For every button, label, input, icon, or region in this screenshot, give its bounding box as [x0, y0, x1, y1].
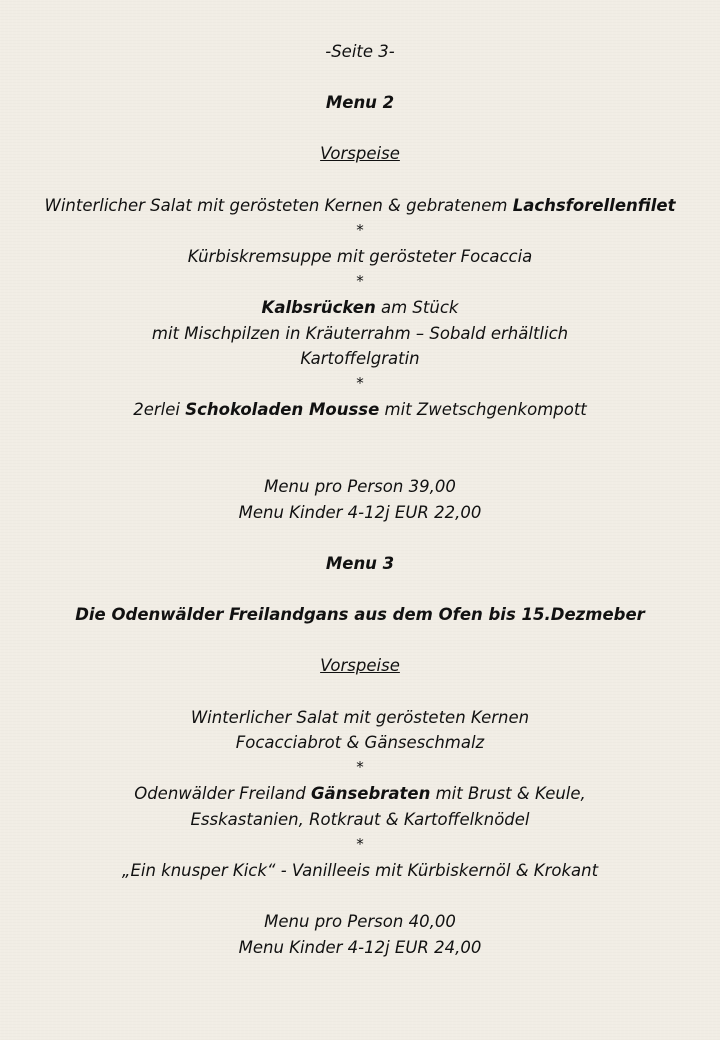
menu2-course-4-post: mit Zwetschgenkompott	[379, 400, 587, 419]
menu2-course-3	[0, 297, 720, 319]
menu2-course-1-highlight: Lachsforellenfilet	[512, 196, 676, 215]
menu2-price-kids: Menu Kinder 4-12j EUR 22,00	[238, 503, 482, 522]
menu2-course-3-line3: Kartoffelgratin	[300, 349, 420, 368]
menu2-separator-3: *	[356, 374, 364, 392]
menu2-course-3-text: am Stück	[375, 298, 459, 317]
menu2-title: Menu 2	[325, 93, 395, 112]
menu3-section-label	[0, 655, 720, 677]
menu3-separator-2: *	[356, 835, 364, 853]
menu2-separator-1: *	[356, 221, 364, 239]
menu3-course-2	[0, 783, 720, 805]
menu3-price-adult: Menu pro Person 40,00	[264, 912, 456, 931]
page-label: -Seite 3-	[325, 42, 395, 61]
menu3-price-kids: Menu Kinder 4-12j EUR 24,00	[238, 938, 482, 957]
menu2-course-3-line2: mit Mischpilzen in Kräuterrahm – Sobald erhältlich	[151, 324, 569, 343]
menu2-course-4-pre: 2erlei	[133, 400, 186, 419]
menu3-separator-1: *	[356, 758, 364, 776]
menu2-separator-2: *	[356, 272, 364, 290]
menu2-price-adult: Menu pro Person 39,00	[264, 477, 456, 496]
menu3-course-1: Winterlicher Salat mit gerösteten Kernen	[190, 708, 530, 727]
menu3-course-3: „Ein knusper Kick“ - Vanilleeis mit Kürbiskernöl & Krokant	[121, 861, 599, 880]
menu3-course-2-line2: Esskastanien, Rotkraut & Kartoffelknödel	[190, 810, 530, 829]
menu2-section-label	[0, 143, 720, 165]
menu3-course-2-pre: Odenwälder Freiland	[134, 784, 312, 803]
menu2-course-4-highlight: Schokoladen Mousse	[185, 400, 380, 419]
menu2-course-3-highlight: Kalbsrücken	[261, 298, 376, 317]
menu3-vorspeise-label: Vorspeise	[320, 656, 400, 675]
menu2-course-4	[0, 399, 720, 421]
menu2-course-2: Kürbiskremsuppe mit gerösteter Focaccia	[187, 247, 533, 266]
menu3-course-1-line2: Focacciabrot & Gänseschmalz	[235, 733, 485, 752]
menu3-course-2-post: mit Brust & Keule,	[430, 784, 586, 803]
menu3-subtitle: Die Odenwälder Freilandgans aus dem Ofen bis 15.Dezmeber	[75, 605, 645, 624]
menu3-title: Menu 3	[325, 554, 395, 573]
menu2-course-1-text: Winterlicher Salat mit gerösteten Kernen & gebratenem	[44, 196, 513, 215]
menu2-course-1	[0, 195, 720, 217]
menu3-course-2-highlight: Gänsebraten	[311, 784, 431, 803]
menu2-vorspeise-label: Vorspeise	[320, 144, 400, 163]
